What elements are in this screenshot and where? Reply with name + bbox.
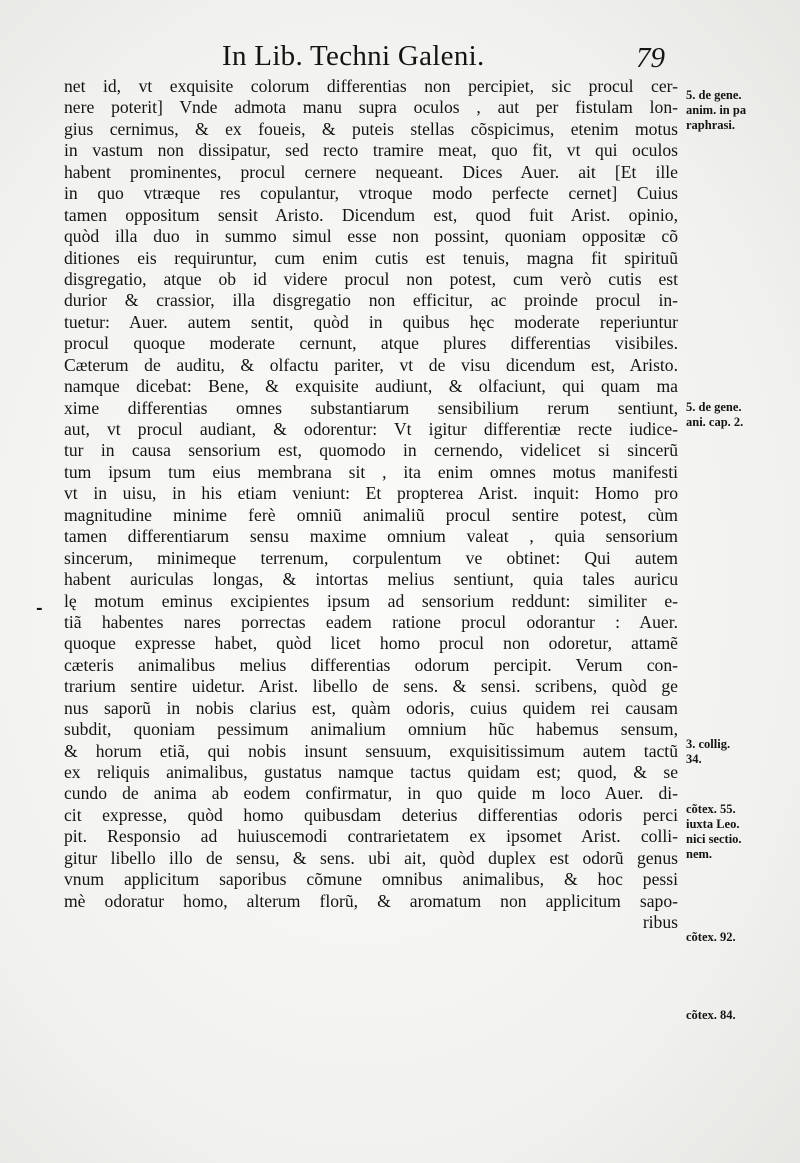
text-line: quoque expresse habet, quòd licet homo procul non odoretur, attamẽ (64, 633, 678, 654)
text-line: trarium sentire uidetur. Arist. libello de sens. & sensi. scribens, quòd ge (64, 676, 678, 697)
text-line: in vastum non dissipatur, sed recto tramire meat, quo fit, vt qui oculos (64, 140, 678, 161)
text-line: gius cernimus, & ex foueis, & puteis stellas cõspicimus, etenim motus (64, 118, 678, 139)
text-line: namque dicebat: Bene, & exquisite audiunt, & olfaciunt, qui quam ma (64, 376, 678, 397)
text-line: pit. Responsio ad huiuscemodi contrarietatem ex ipsomet Arist. colli- (64, 826, 678, 847)
text-line: ditiones eis requiruntur, cum enim cutis est tenuis, magna fit spirituũ (64, 247, 678, 268)
margin-note-line: iuxta Leo. (686, 817, 740, 831)
text-line: magnitudine minime ferè omniũ animaliũ procul sentire potest, cùm (64, 504, 678, 525)
text-line: xime differentias omnes substantiarum sensibilium rerum sentiunt, (64, 397, 678, 418)
text-line: habent prominentes, procul cernere nequeant. Dices Auer. ait [Et ille (64, 161, 678, 182)
left-margin-mark: - (36, 598, 43, 617)
text-line: sincerum, minimeque terrenum, corpulentum ve obtinet: Qui autem (64, 547, 678, 568)
text-line: mè odoratur homo, alterum florũ, & aromatum non applicitum sapo- (64, 890, 678, 911)
text-line: aut, vt procul audiant, & odorentur: Vt igitur differentiæ recte iudice- (64, 419, 678, 439)
margin-note-line: nici sectio. (686, 832, 742, 846)
text-line: habent auriculas longas, & intortas melius sentiunt, quia tales auricu (64, 569, 678, 590)
text-line: tamen oppositum sensit Aristo. Dicendum est, quod fuit Arist. opinio, (64, 204, 678, 225)
page-number: 79 (636, 42, 665, 74)
text-line: subdit, quoniam pessimum animalium omnium hũc habemus sensum, (64, 719, 678, 740)
margin-note-line: 3. collig. (686, 737, 731, 751)
text-line: vnum applicitum saporibus cõmune omnibus animalibus, & hoc pessi (64, 869, 678, 890)
text-line: cundo de anima ab eodem confirmatur, in quo quide m loco Auer. di- (64, 783, 678, 804)
margin-note-line: cõtex. 92. (686, 930, 736, 944)
margin-note-line: ani. cap. 2. (686, 415, 744, 429)
margin-note-line: raphrasi. (686, 118, 735, 132)
margin-note-line: 5. de gene. (686, 88, 742, 102)
margin-note (686, 1008, 796, 1023)
text-line: tur in causa sensorium est, quomodo in cernendo, videlicet si sincerũ (64, 440, 678, 461)
margin-note (686, 802, 796, 862)
text-line: cæteris animalibus melius differentias odorum percipit. Verum con- (64, 654, 678, 675)
text-line: & horum etiã, qui nobis insunt sensuum, exquisitissimum autem tactũ (64, 740, 678, 761)
text-line: net id, vt exquisite colorum differentias non percipiet, sic procul cer- (64, 76, 678, 96)
margin-note-line: 34. (686, 752, 702, 766)
text-line: in quo vtræque res copulantur, vtroque modo perfecte cernet] Cuius (64, 183, 678, 204)
running-head: In Lib. Techni Galeni. (222, 40, 485, 72)
margin-note (686, 400, 796, 430)
text-line: tiã habentes nares porrectas eadem ratione procul odorantur : Auer. (64, 611, 678, 632)
margin-note-line: anim. in pa (686, 103, 747, 117)
text-line: procul quoque moderate cernunt, atque plures differentias visibiles. (64, 333, 678, 354)
margin-note-line: 5. de gene. (686, 400, 742, 414)
text-line: quòd illa duo in summo simul esse non possint, quoniam oppositæ cõ (64, 226, 678, 247)
text-line: Cæterum de auditu, & olfactu pariter, vt de visu dicendum est, Aristo. (64, 354, 678, 375)
text-line: tum ipsum tum eius membrana sit , ita enim omnes motus manifesti (64, 461, 678, 482)
text-line: vt in uisu, in his etiam veniunt: Et propterea Arist. inquit: Homo pro (64, 483, 678, 504)
text-line: gitur libello illo de sensu, & sens. ubi ait, quòd duplex est odorũ genus (64, 847, 678, 868)
margin-note (686, 737, 796, 767)
text-line: disgregatio, atque ob id videre procul non potest, cum verò cutis est (64, 268, 678, 289)
margin-note-line: cõtex. 84. (686, 1008, 736, 1022)
margin-note (686, 930, 796, 945)
text-line: cit expresse, quòd homo quibusdam deterius differentias odoris perci (64, 804, 678, 825)
text-line: ex reliquis animalibus, gustatus namque tactus quidam est; quod, & se (64, 762, 678, 782)
text-line: tuetur: Auer. autem sentit, quòd in quibus hęc moderate reperiuntur (64, 311, 678, 332)
margin-note-line: nem. (686, 847, 713, 861)
text-line: durior & crassior, illa disgregatio non efficitur, ac proinde procul in- (64, 290, 678, 311)
margin-note (686, 88, 796, 133)
body-text (64, 76, 678, 934)
text-line: lę motum eminus excipientes ipsum ad sensorium reddunt: similiter e- (64, 590, 678, 611)
margin-note-line: cõtex. 55. (686, 802, 736, 816)
text-line: nere poterit] Vnde admota manu supra oculos , aut per fistulam lon- (64, 97, 678, 118)
text-line: nus saporũ in nobis clarius est, quàm odoris, cuius quidem rei causam (64, 697, 678, 718)
text-line-catchword: ribus (642, 912, 678, 933)
text-line: tamen differentiarum sensu maxime omnium valeat , quia sensorium (64, 526, 678, 547)
